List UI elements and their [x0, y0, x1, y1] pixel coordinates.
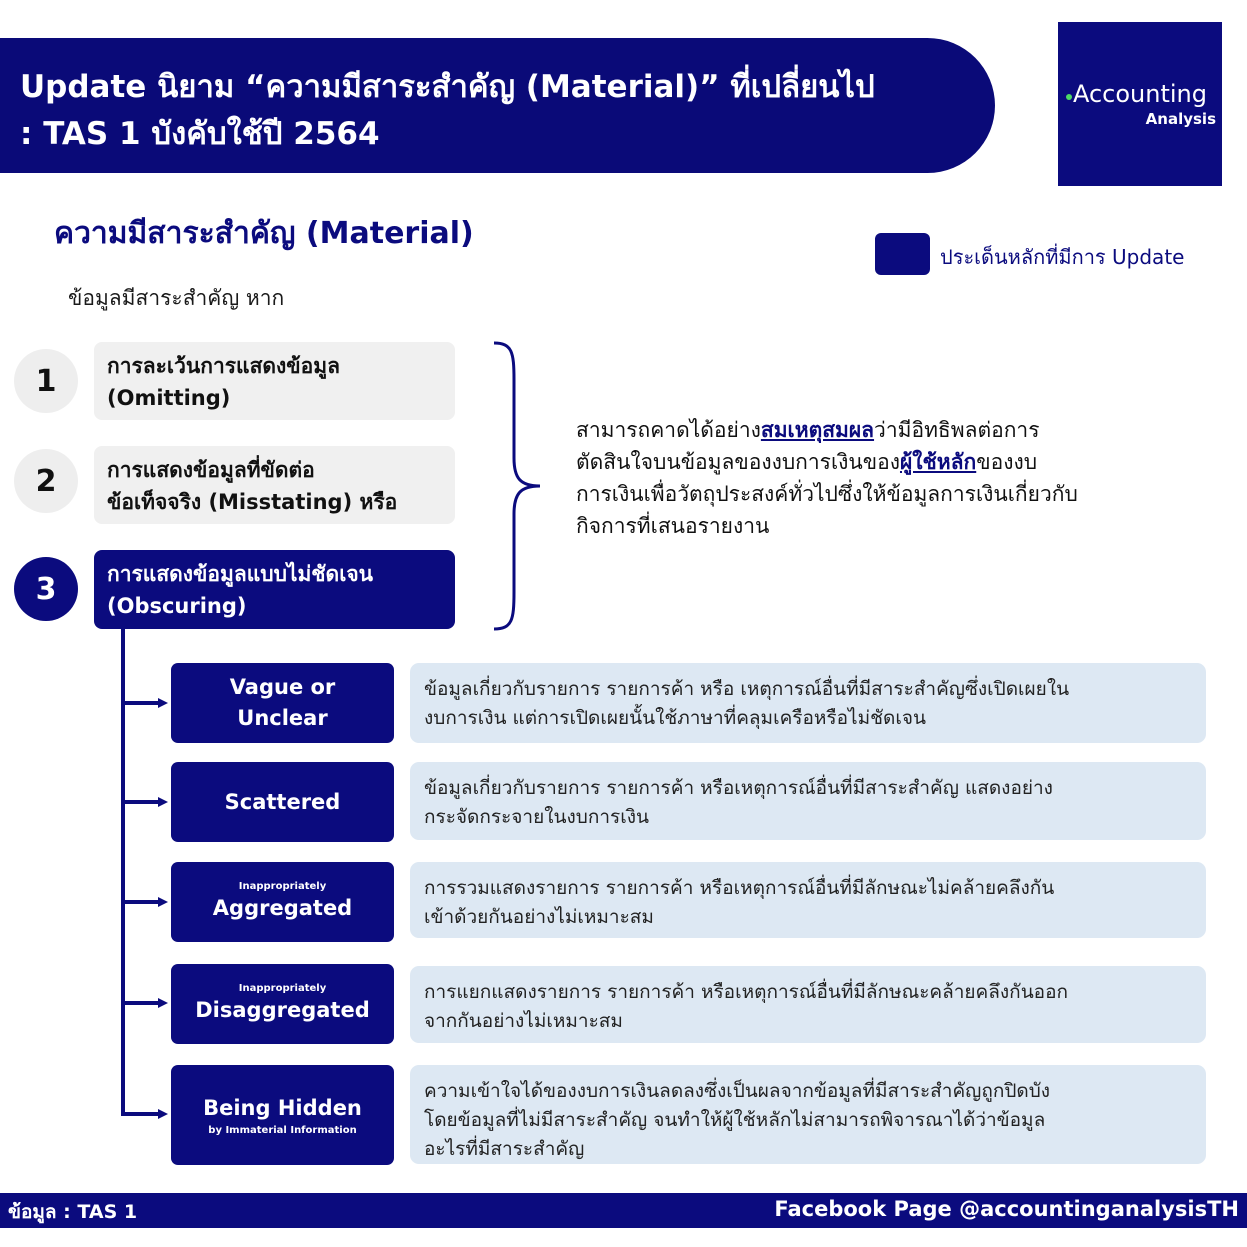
explanation-part: ตัดสินใจบนข้อมูลของงบการเงินของ [576, 450, 900, 474]
desc-disaggregated [410, 966, 1206, 1043]
explanation-part: กิจการที่เสนอรายงาน [576, 514, 770, 538]
desc-line: ข้อมูลเกี่ยวกับรายการ รายการค้า หรือเหตุการณ์อื่นที่มีสาระสำคัญ แสดงอย่าง [424, 777, 1053, 799]
logo-line2: Analysis [1145, 110, 1216, 128]
criterion-line1: การแสดงข้อมูลที่ขัดต่อ [107, 458, 315, 482]
highlight-reasonable: สมเหตุสมผล [760, 418, 875, 442]
desc-line: การแยกแสดงรายการ รายการค้า หรือเหตุการณ์อื่นที่มีลักษณะคล้ายคลึงกันออก [424, 981, 1069, 1003]
type-vague-unclear [171, 663, 394, 743]
type-label-line1: Disaggregated [195, 998, 370, 1022]
criterion-line1: การละเว้นการแสดงข้อมูล [107, 354, 340, 378]
criterion-number-3: 3 [14, 557, 78, 621]
type-disaggregated [171, 964, 394, 1044]
logo [1058, 22, 1222, 186]
criterion-number-2: 2 [14, 449, 78, 513]
type-label-line2: Unclear [237, 706, 328, 730]
explanation-part: การเงินเพื่อวัตถุประสงค์ทั่วไปซึ่งให้ข้อมูลการเงินเกี่ยวกับ [576, 482, 1078, 506]
desc-line: โดยข้อมูลที่ไม่มีสาระสำคัญ จนทำให้ผู้ใช้หลักไม่สามารถพิจารณาได้ว่าข้อมูล [424, 1109, 1046, 1131]
desc-line: จากกันอย่างไม่เหมาะสม [424, 1010, 623, 1032]
type-being-hidden [171, 1065, 394, 1165]
desc-line: กระจัดกระจายในงบการเงิน [424, 806, 649, 828]
legend-label: ประเด็นหลักที่มีการ Update [940, 245, 1185, 269]
type-label-line1: Vague or [229, 675, 336, 699]
criterion-line2: (Omitting) [107, 386, 231, 410]
desc-line: งบการเงิน แต่การเปิดเผยนั้นใช้ภาษาที่คลุมเครือหรือไม่ชัดเจน [424, 707, 926, 729]
legend-swatch [875, 233, 930, 275]
footer-source: ข้อมูล : TAS 1 [8, 1201, 138, 1223]
desc-vague-unclear [410, 663, 1206, 743]
intro-text: ข้อมูลมีสาระสำคัญ หาก [68, 286, 285, 310]
criterion-line2: (Obscuring) [107, 594, 247, 618]
type-label-small: Inappropriately [238, 881, 327, 892]
criterion-omitting [94, 342, 455, 420]
desc-line: อะไรที่มีสาระสำคัญ [424, 1138, 585, 1160]
criterion-line2: ข้อเท็จจริง (Misstating) หรือ [107, 490, 398, 514]
desc-line: เข้าด้วยกันอย่างไม่เหมาะสม [424, 906, 654, 928]
type-scattered [171, 762, 394, 842]
highlight-primary-users: ผู้ใช้หลัก [899, 450, 977, 474]
desc-aggregated [410, 862, 1206, 938]
header-title-line1: Update นิยาม “ความมีสาระสำคัญ (Material)” ที่เปลี่ยนไป [20, 69, 875, 105]
type-label-line1: Being Hidden [203, 1096, 362, 1120]
type-aggregated [171, 862, 394, 942]
criterion-number-1: 1 [14, 349, 78, 413]
explanation-text [576, 414, 1216, 542]
criterion-misstating [94, 446, 455, 524]
type-label-line1: Scattered [224, 789, 341, 814]
desc-line: ความเข้าใจได้ของงบการเงินลดลงซึ่งเป็นผลจากข้อมูลที่มีสาระสำคัญถูกปิดบัง [424, 1080, 1051, 1102]
header-title-line2: : TAS 1 บังคับใช้ปี 2564 [20, 116, 380, 152]
explanation-part: ของงบ [976, 450, 1038, 474]
explanation-part: ว่ามีอิทธิพลต่อการ [874, 418, 1040, 442]
desc-scattered [410, 762, 1206, 840]
criterion-line1: การแสดงข้อมูลแบบไม่ชัดเจน [107, 562, 374, 586]
footer-facebook-page: Facebook Page @accountinganalysisTH [774, 1197, 1239, 1221]
desc-line: ข้อมูลเกี่ยวกับรายการ รายการค้า หรือ เหตุการณ์อื่นที่มีสาระสำคัญซึ่งเปิดเผยใน [424, 678, 1070, 700]
desc-line: การรวมแสดงรายการ รายการค้า หรือเหตุการณ์อื่นที่มีลักษณะไม่คล้ายคลึงกัน [424, 877, 1055, 899]
footer-bar [0, 1193, 1247, 1228]
type-label-small: by Immaterial Information [208, 1125, 357, 1136]
brace-icon [492, 340, 552, 632]
logo-line1: Accounting [1072, 80, 1207, 108]
section-title: ความมีสาระสำคัญ (Material) [54, 216, 474, 251]
criterion-obscuring [94, 550, 455, 629]
desc-being-hidden [410, 1065, 1206, 1164]
header-banner [0, 38, 995, 173]
explanation-part: สามารถคาดได้อย่าง [576, 418, 761, 442]
type-label-small: Inappropriately [238, 983, 327, 994]
type-label-line1: Aggregated [212, 896, 353, 920]
